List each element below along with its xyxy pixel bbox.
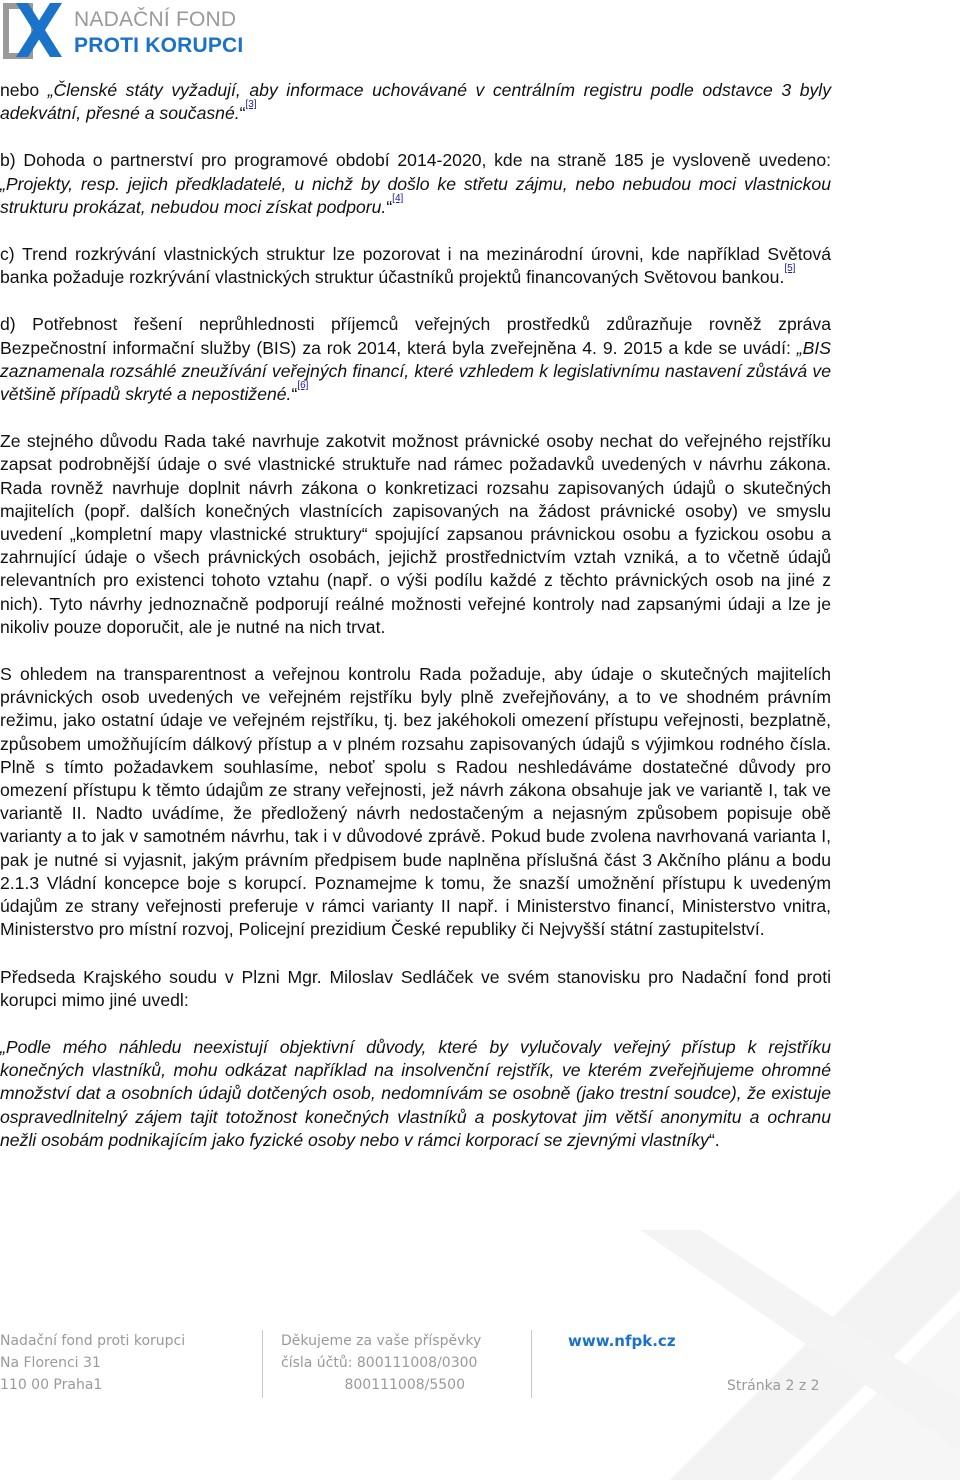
quote: „Členské státy vyžadují, aby informace uchovávané v centrálním registru podle odstavce 3 byly adekvátní, přesné a současné. [0, 80, 831, 124]
logo-text-bottom: PROTI KORUPCI [74, 34, 244, 57]
quote-close: “. [708, 1129, 720, 1150]
quote: „BIS zaznamenala rozsáhlé zneužívání veřejných financí, které vzhledem k legislativnímu nastavení zůstává ve většině případů skryté a nepostižené. [0, 337, 831, 405]
footer [0, 1326, 960, 1406]
paragraph-rada-proposal: Ze stejného důvodu Rada také navrhuje zakotvit možnost právnické osoby nechat do veřejného rejstříku zapsat podrobnější údaje o své vlastnické struktuře nad rámec požadavků uvedených v návrhu zákona. Rada rovněž navrhuje doplnit návrh zákona o konkretizaci rozsahu zapisovaných údajů o skutečných majitelích (popř. dalších konečných vlastnících zapisovaných na žádost právnické osoby) ve smyslu uvedení „kompletní mapy vlastnické struktury“ spojující zapsanou právnickou osobu a fyzickou osobu a zahrnující údaje o všech právnických osobách, jejichž prostřednictvím vztah vzniká, a to včetně údajů relevantních pro existenci tohoto vztahu (např. o výši podílu každé z těchto právnických osob na jiné z nich). Tyto návrhy jednoznačně podporují reálné možnosti veřejné kontroly nad zapsanými údaji a lze je nikoliv pouze doporučit, ale je nutné na nich trvat. [0, 431, 831, 637]
footnote-link-6[interactable]: [6] [297, 380, 309, 392]
paragraph-court-intro: Předseda Krajského soudu v Plzni Mgr. Miloslav Sedláček ve svém stanovisku pro Nadační fond proti korupci mimo jiné uvedl: [0, 966, 831, 1010]
paragraph-transparency: S ohledem na transparentnost a veřejnou kontrolu Rada požaduje, aby údaje o skutečných majitelích právnických osob uvedených ve veřejném rejstříku byly plně zveřejňovány, a to ve shodném právním režimu, jako ostatní údaje ve veřejném rejstříku, tj. bez jakéhokoli omezení přístupu veřejnosti, bezplatně, způsobem umožňujícím dálkový přístup a v plném rozsahu zapisovaných údajů s výjimkou rodného čísla. Plně s tímto požadavkem souhlasíme, neboť spolu s Radou neshledáváme dostatečné důvody pro omezení přístupu k těmto údajům ze strany veřejnosti, jež návrh zákona obsahuje jak ve variantě I, tak ve variantě II. Nadto uvádíme, že předložený návrh nedostačeným a nejasným způsobem popisuje obě varianty a to jak v samotném návrhu, tak i v důvodové zprávě. Pokud bude zvolena navrhovaná varianta I, pak je nutné si vyjasnit, jakým právním předpisem bude naplněna příslušná část 3 Akčního plánu a bodu 2.1.3 Vládní koncepce boje s korupcí. Poznamejme k tomu, že snazší umožnění přístupu k uvedeným údajům ze strany veřejnosti preferuje v rámci varianty II např. i Ministerstvo financí, Ministerstvo vnitra, Ministerstvo pro místní rozvoj, Policejní prezidium České republiky či Nejvyšší státní zastupitelství. [0, 664, 831, 940]
paragraph-c [0, 243, 831, 289]
paragraph-d [0, 313, 831, 406]
footer-city: 110 00 Praha1 [0, 1377, 103, 1393]
text: nebo [0, 80, 48, 100]
footer-accounts [281, 1330, 481, 1396]
footer-thanks: Děkujeme za vaše příspěvky [281, 1333, 482, 1349]
quote-close: “ [239, 103, 246, 124]
footnote-link-4[interactable]: [4] [392, 192, 404, 204]
quote: „Projekty, resp. jejich předkladatelé, u nichž by došlo ke střetu zájmu, nebo nebudou moci vlastnickou strukturu prokázat, nebudou moci získat podporu. [0, 173, 831, 217]
document-body [0, 79, 831, 1176]
text: b) Dohoda o partnerství pro programové období 2014-2020, kde na straně 185 je vysloveně uvedeno: [0, 150, 831, 171]
footer-web [568, 1330, 676, 1353]
paragraph-court-quote [0, 1036, 831, 1152]
quote-close: “ [291, 384, 298, 405]
footer-divider [262, 1330, 263, 1398]
footer-address [0, 1330, 185, 1396]
logo-text-top: NADAČNÍ FOND [74, 8, 237, 31]
footnote-link-5[interactable]: [5] [784, 263, 796, 275]
page-number: Stránka 2 z 2 [727, 1378, 820, 1394]
quote-close: “ [386, 196, 393, 217]
footer-org-name: Nadační fond proti korupci [0, 1333, 186, 1349]
text: c) Trend rozkrývání vlastnických struktur lze pozorovat i na mezinárodní úrovni, kde například Světová banka požaduje rozkrývání vlastnických struktur účastníků projektů financovaných Světovou bankou. [0, 244, 831, 288]
footer-account-2: 800111008/5500 [344, 1377, 465, 1393]
footer-divider [531, 1330, 532, 1398]
footer-street: Na Florenci 31 [0, 1355, 101, 1371]
paragraph-a [0, 79, 831, 125]
logo-x-icon [2, 2, 64, 60]
footnote-link-3[interactable]: [3] [245, 99, 257, 111]
header [0, 0, 400, 64]
paragraph-b [0, 149, 831, 219]
website-link[interactable]: www.nfpk.cz [568, 1332, 676, 1350]
quote: „Podle mého náhledu neexistují objektivní důvody, které by vylučovaly veřejný přístup k rejstříku konečných vlastníků, mohu odkázat například na insolvenční rejstřík, ve kterém zveřejňujeme ohromné množství dat a osobních údajů dotčených osob, nedomnívám se osobně (jako trestní soudce), že existuje ospravedlnitelný zájem tajit totožnost konečných vlastníků a poskytovat jim větší anonymitu a ochranu nežli osobám podnikajícím jako fyzické osoby nebo v rámci korporací se zjevnými vlastníky [0, 1036, 831, 1150]
text: d) Potřebnost řešení neprůhlednosti příjemců veřejných prostředků zdůrazňuje rovněž zpráva Bezpečnostní informační služby (BIS) za rok 2014, která byla zveřejněna 4. 9. 2015 a kde se uvádí: [0, 314, 831, 358]
footer-account-1: čísla účtů: 800111008/0300 [281, 1355, 478, 1371]
